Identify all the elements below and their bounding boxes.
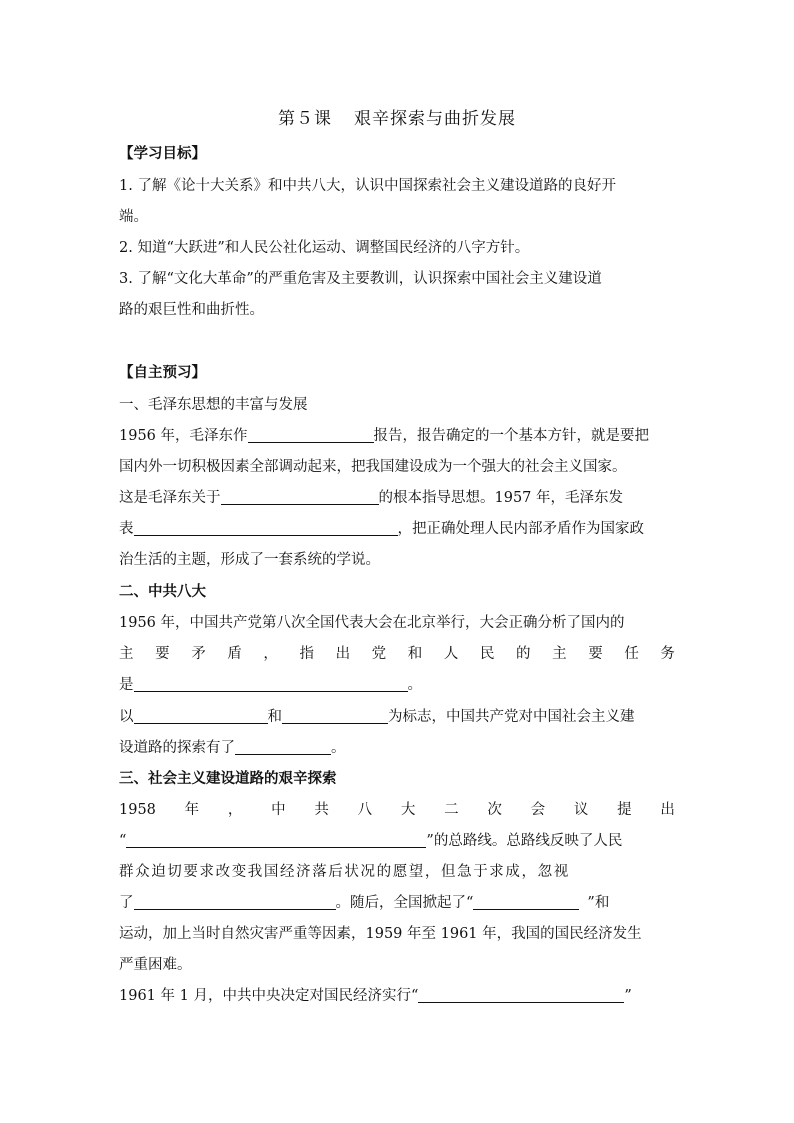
goal-2: 2. 知道“大跃进”和人民公社化运动、调整国民经济的八字方针。 bbox=[119, 240, 530, 256]
part-3-line-4: 了 。随后，全国掀起了“ ”和 bbox=[119, 895, 610, 911]
fill-blank-marker-1[interactable] bbox=[134, 707, 268, 724]
fill-blank-general-line[interactable] bbox=[126, 831, 426, 848]
part-3-line-6: 严重困难。 bbox=[119, 957, 192, 973]
fill-blank-good-start[interactable] bbox=[235, 738, 331, 755]
fill-blank-marker-2[interactable] bbox=[282, 707, 388, 724]
part-2-line-3: 是 。 bbox=[119, 677, 422, 693]
part-3-line-3: 群众迫切要求改变我国经济落后状况的愿望，但急于求成，忽视 bbox=[119, 864, 570, 880]
part-3-line-2: “ ”的总路线。总路线反映了人民 bbox=[119, 833, 623, 849]
part-2-line-1: 1956 年，中国共产党第八次全国代表大会在北京举行，大会正确分析了国内的 bbox=[119, 615, 625, 631]
fill-blank-eight-character-policy[interactable] bbox=[418, 986, 624, 1003]
goal-1-line-1: 1. 了解《论十大关系》和中共八大，认识中国探索社会主义建设道路的良好开 bbox=[119, 178, 616, 194]
part-1-heading: 一、毛泽东思想的丰富与发展 bbox=[119, 397, 308, 413]
page-title bbox=[0, 104, 794, 129]
fill-blank-report[interactable] bbox=[248, 426, 374, 443]
part-1-line-5: 治生活的主题，形成了一套系统的学说。 bbox=[119, 552, 380, 568]
goal-3-line-1: 3. 了解“文化大革命”的严重危害及主要教训，认识探索中国社会主义建设道 bbox=[119, 271, 602, 287]
lesson-name: 艰辛探索与曲折发展 bbox=[354, 109, 516, 129]
lesson-number: 第５课 bbox=[278, 109, 332, 129]
part-1-line-1: 1956 年，毛泽东作 报告，报告确定的一个基本方针，就是要把 bbox=[119, 428, 650, 444]
part-2-line-2: 主 要 矛 盾 ， 指 出 党 和 人 民 的 主 要 任 务 bbox=[119, 646, 675, 662]
goal-1-line-2: 端。 bbox=[119, 209, 148, 225]
part-2-line-5: 设道路的探索有了 。 bbox=[119, 740, 346, 756]
part-3-line-5: 运动，加上当时自然灾害严重等因素，1959 年至 1961 年，我国的国民经济发生 bbox=[119, 926, 642, 942]
fill-blank-movement[interactable] bbox=[473, 893, 579, 910]
fill-blank-guiding-thought[interactable] bbox=[221, 488, 379, 505]
part-3-line-1: 1958 年 ， 中 共 八 大 二 次 会 议 提 出 bbox=[119, 802, 675, 818]
part-3-heading: 三、社会主义建设道路的艰辛探索 bbox=[119, 771, 337, 787]
section-goals-heading: 【学习目标】 bbox=[119, 146, 206, 162]
fill-blank-publication[interactable] bbox=[134, 519, 398, 536]
part-1-line-2: 国内外一切积极因素全部调动起来，把我国建设成为一个强大的社会主义国家。 bbox=[119, 459, 627, 475]
part-2-heading: 二、中共八大 bbox=[119, 584, 206, 600]
part-3-line-7: 1961 年 1 月，中共中央决定对国民经济实行“ ” bbox=[119, 988, 632, 1004]
fill-blank-main-task[interactable] bbox=[134, 675, 408, 692]
section-preview-heading: 【自主预习】 bbox=[119, 365, 206, 381]
fill-blank-ignored[interactable] bbox=[134, 893, 336, 910]
part-1-line-4: 表 ，把正确处理人民内部矛盾作为国家政 bbox=[119, 521, 644, 537]
goal-3-line-2: 路的艰巨性和曲折性。 bbox=[119, 302, 264, 318]
part-2-line-4: 以 和 为标志，中国共产党对中国社会主义建 bbox=[119, 709, 635, 725]
part-1-line-3: 这是毛泽东关于 的根本指导思想。1957 年，毛泽东发 bbox=[119, 490, 624, 506]
